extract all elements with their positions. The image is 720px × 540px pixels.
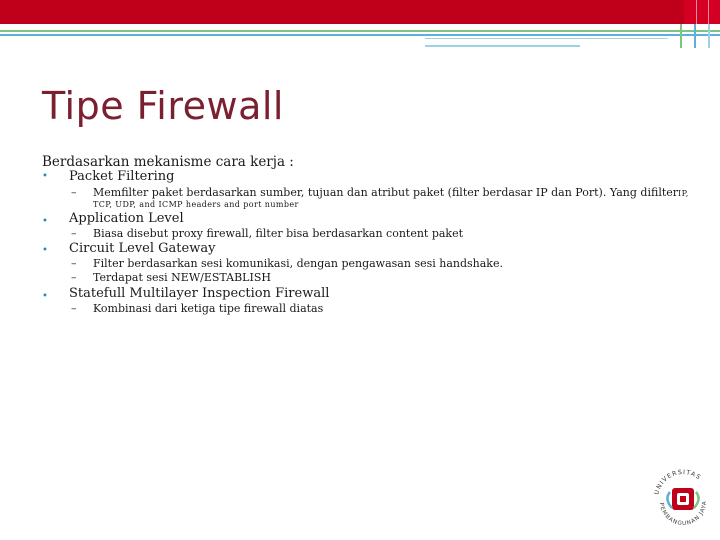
- list-item-application-level: Application Level: [69, 211, 184, 226]
- subitem-text: Kombinasi dari ketiga tipe firewall diatas: [93, 302, 324, 315]
- dash-icon: –: [71, 302, 77, 315]
- header-bar-end: [684, 0, 720, 24]
- header-vstripe-2: [694, 24, 696, 48]
- dash-icon: –: [71, 257, 77, 270]
- bullet-icon: •: [42, 245, 48, 256]
- subitem-continuation: TCP, UDP, and ICMP headers and port number: [93, 200, 299, 209]
- list-item-statefull-multilayer: Statefull Multilayer Inspection Firewall: [69, 286, 330, 301]
- bullet-icon: •: [42, 291, 48, 302]
- dash-icon: –: [71, 271, 77, 284]
- header-bar: [0, 0, 720, 24]
- subitem-text-suffix: IP,: [678, 189, 689, 198]
- subitem-text-main: Memfilter paket berdasarkan sumber, tujuan dan atribut paket (filter berdasar IP dan Port). Yang difilter: [93, 186, 679, 199]
- header-vstripe-1: [680, 24, 682, 48]
- header-stripe-light-2: [425, 45, 580, 47]
- list-item-circuit-level-gateway: Circuit Level Gateway: [69, 241, 216, 256]
- header-stripe-blue: [0, 34, 720, 36]
- header-stripe-light-1: [425, 38, 668, 39]
- intro-text: Berdasarkan mekanisme cara kerja :: [42, 154, 294, 170]
- subitem-text: Biasa disebut proxy firewall, filter bisa berdasarkan content paket: [93, 227, 464, 240]
- subitem-text: Terdapat sesi NEW/ESTABLISH: [93, 271, 271, 284]
- dash-icon: –: [71, 227, 77, 240]
- bullet-icon: •: [42, 216, 48, 227]
- slide-title: Tipe Firewall: [42, 84, 284, 128]
- bullet-icon: •: [42, 171, 48, 182]
- subitem-text: [93, 186, 689, 199]
- list-item-packet-filtering: Packet Filtering: [69, 169, 175, 184]
- logo-arc-bottom-text: PEMBANGUNAN JAYA: [657, 500, 709, 528]
- subitem-text: Filter berdasarkan sesi komunikasi, dengan pengawasan sesi handshake.: [93, 257, 503, 270]
- header-vstripe-3: [708, 24, 710, 48]
- logo-arc-top-text: UNIVERSITAS: [653, 468, 703, 496]
- dash-icon: –: [71, 186, 77, 199]
- university-seal-icon: [648, 462, 718, 532]
- header-stripe-green: [0, 30, 720, 32]
